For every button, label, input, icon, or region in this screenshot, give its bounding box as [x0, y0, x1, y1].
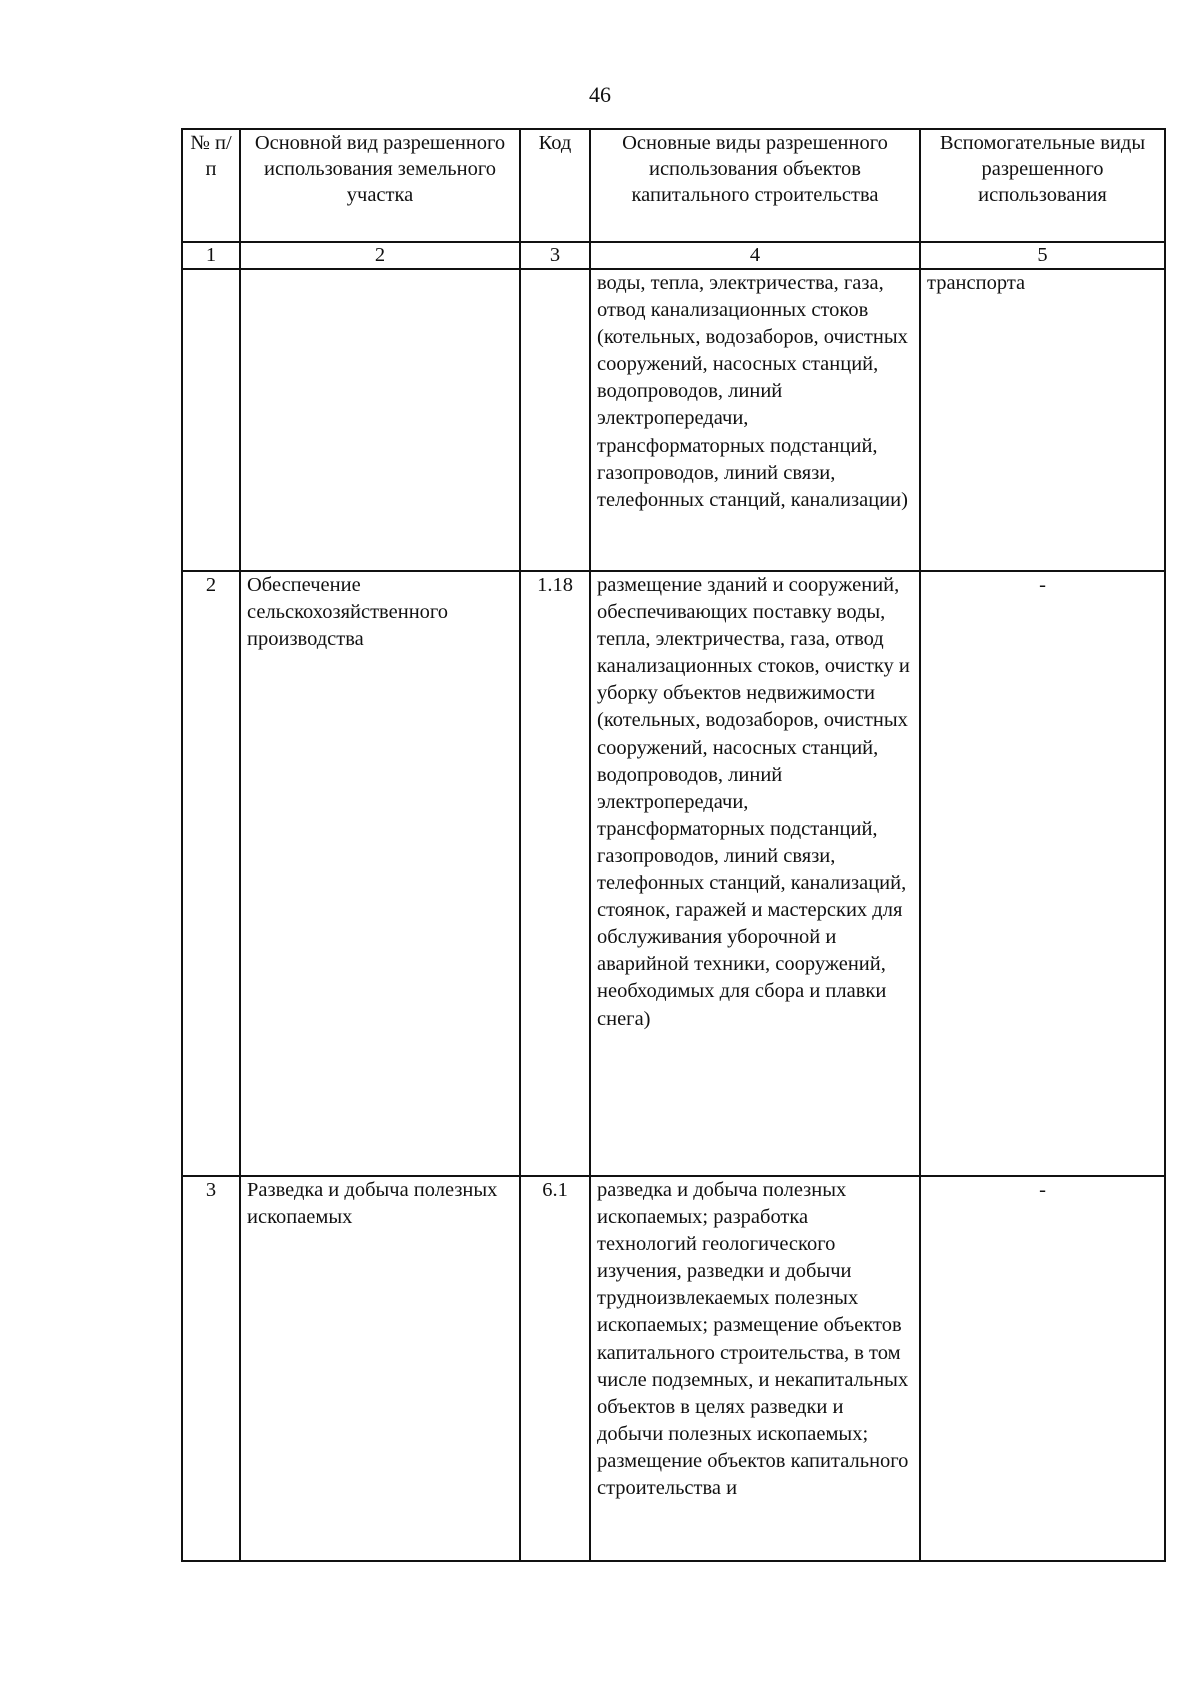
land-use-table: [181, 128, 1166, 1562]
header-number: № п/п: [182, 129, 240, 242]
column-number: 1: [182, 242, 240, 269]
header-auxiliary-use: Вспомогательные виды разрешенного использования: [920, 129, 1165, 242]
table-header-row: [182, 129, 1165, 242]
row-auxiliary-use: -: [920, 571, 1165, 1176]
column-numbers-row: [182, 242, 1165, 269]
row-code: 1.18: [520, 571, 590, 1176]
column-number: 5: [920, 242, 1165, 269]
row-main-construction-use: разведка и добыча полезных ископаемых; разработка технологий геологического изучения, разведки и добычи трудноизвлекаемых полезных ископаемых; размещение объектов капитального строительства, в том числе подземных, и некапитальных объектов в целях разведки и добычи полезных ископаемых; размещение объектов капитального строительства и: [590, 1176, 920, 1561]
row-number: [182, 269, 240, 571]
row-number: 2: [182, 571, 240, 1176]
row-number: 3: [182, 1176, 240, 1561]
row-auxiliary-use: -: [920, 1176, 1165, 1561]
table-row: [182, 269, 1165, 571]
row-land-use-name: Разведка и добыча полезных ископаемых: [240, 1176, 520, 1561]
row-code: 6.1: [520, 1176, 590, 1561]
column-number: 2: [240, 242, 520, 269]
row-code: [520, 269, 590, 571]
row-main-construction-use: размещение зданий и сооружений, обеспечивающих поставку воды, тепла, электричества, газа, отвод канализационных стоков, очистку и уборку объектов недвижимости (котельных, водозаборов, очистных сооружений, насосных станций, водопроводов, линий электропередачи, трансформаторных подстанций, газопроводов, линий связи, телефонных станций, канализаций, стоянок, гаражей и мастерских для обслуживания уборочной и аварийной техники, сооружений, необходимых для сбора и плавки снега): [590, 571, 920, 1176]
row-main-construction-use: воды, тепла, электричества, газа, отвод канализационных стоков (котельных, водозаборов, очистных сооружений, насосных станций, водопроводов, линий электропередачи, трансформаторных подстанций, газопроводов, линий связи, телефонных станций, канализации): [590, 269, 920, 571]
header-main-land-use: Основной вид разрешенного использования земельного участка: [240, 129, 520, 242]
header-main-construction-use: Основные виды разрешенного использования объектов капитального строительства: [590, 129, 920, 242]
table-row: [182, 571, 1165, 1176]
page-number: 46: [589, 82, 611, 107]
column-number: 3: [520, 242, 590, 269]
table-row: [182, 1176, 1165, 1561]
row-land-use-name: [240, 269, 520, 571]
header-code: Код: [520, 129, 590, 242]
column-number: 4: [590, 242, 920, 269]
row-auxiliary-use: транспорта: [920, 269, 1165, 571]
row-land-use-name: Обеспечение сельскохозяйственного производства: [240, 571, 520, 1176]
